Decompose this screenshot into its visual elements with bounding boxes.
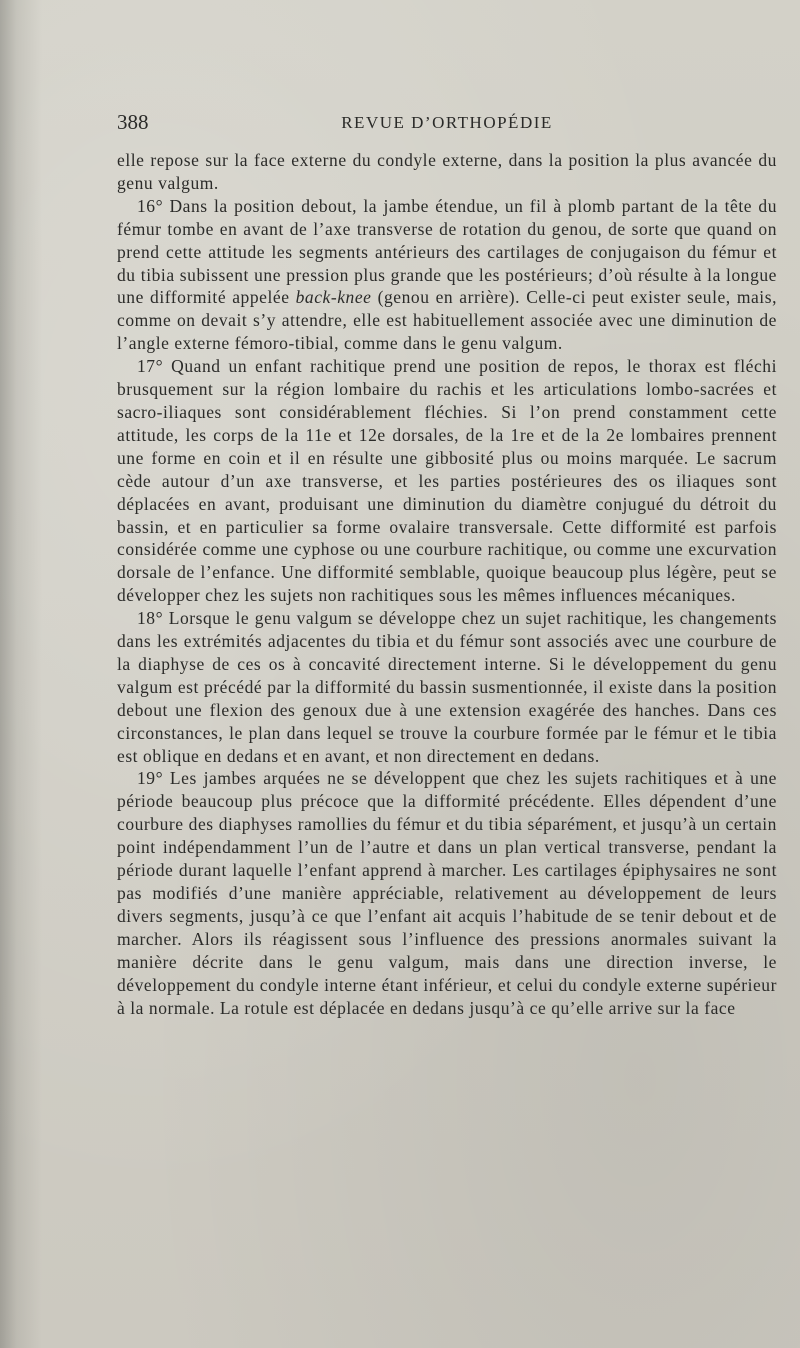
paragraph-continuation: elle repose sur la face externe du condyle externe, dans la position la plus avancée du genu valgum. — [117, 150, 777, 193]
page-header — [117, 110, 777, 140]
page-number: 388 — [117, 110, 149, 134]
paragraph-19: 19° Les jambes arquées ne se développent que chez les sujets rachitiques et à une période beaucoup plus précoce que la difformité précédente. Elles dépendent d’une courbure des diaphyses ramollies du fémur et du tibia séparément, et jusqu’à un certain point indépendamment l’un de l’autre et dans un plan vertical transverse, pendant la période durant laquelle l’enfant apprend à marcher. Les cartilages épiphysaires ne sont pas modifiés d’une manière appréciable, relativement au développement de leurs divers segments, jusqu’à ce que l’enfant ait acquis l’habitude de se tenir debout et de marcher. Alors ils réagissent sous l’influence des pressions anormales suivant la manière décrite dans le genu valgum, mais dans une direction inverse, le développement du condyle interne étant inférieur, et celui du condyle externe supérieur à la normale. La rotule est déplacée en dedans jusqu’à ce qu’elle arrive sur la face — [117, 768, 777, 1018]
page-binding-shadow — [0, 0, 42, 1348]
paragraph-17: 17° Quand un enfant rachitique prend une position de repos, le thorax est fléchi brusquement sur la région lombaire du rachis et les articulations lombo-sacrées et sacro-iliaques sont considérablement fléchies. Si l’on prend constamment cette attitude, les corps de la 11e et 12e dorsales, de la 1re et de la 2e lombaires prennent une forme en coin et il en résulte une gibbosité plus ou moins marquée. Le sacrum cède autour d’un axe transverse, et les parties postérieures des os iliaques sont déplacées en avant, produisant une diminution du diamètre conjugué du détroit du bassin, et en particulier sa forme ovalaire transversale. Cette difformité est parfois considérée comme une cyphose ou une courbure rachitique, ou comme une excurvation dorsale de l’enfance. Une difformité semblable, quoique beaucoup plus légère, peut se développer chez les sujets non rachitiques sous les mêmes influences mécaniques. — [117, 356, 777, 606]
paragraph-18: 18° Lorsque le genu valgum se développe chez un sujet rachitique, les changements dans les extrémités adjacentes du tibia et du fémur sont associés avec une courbure de la diaphyse de ces os à concavité directement interne. Si le développement du genu valgum est précédé par la difformité du bassin susmentionnée, il existe dans la position debout une flexion des genoux due à une extension exagérée des hanches. Dans ces circonstances, le plan dans lequel se trouve la courbure formée par le fémur et le tibia est oblique en dedans et en avant, et non directement en dedans. — [117, 608, 777, 766]
paragraph-16-text-after: (genou en arrière). Celle-ci peut exister seule, mais, comme on devait s’y attendre, elle est habituellement associée avec une diminution de l’angle externe fémoro-tibial, comme dans le genu valgum. — [117, 287, 777, 354]
paragraph-16 — [117, 195, 777, 355]
running-title: REVUE D’ORTHOPÉDIE — [341, 113, 553, 132]
paragraph-16-text-before: 16° Dans la position debout, la jambe étendue, un fil à plomb partant de la tête du fémur tombe en avant de l’axe transverse de rotation du genou, de sorte que quand on prend cette attitude les segments antérieurs des cartilages de conjugaison du fémur et du tibia subissent une pression plus grande que les postérieurs; d’où résulte à la longue une difformité appelée — [117, 195, 777, 308]
body-text — [117, 149, 777, 1019]
paragraph-16-italic-term: back-knee — [295, 287, 372, 308]
